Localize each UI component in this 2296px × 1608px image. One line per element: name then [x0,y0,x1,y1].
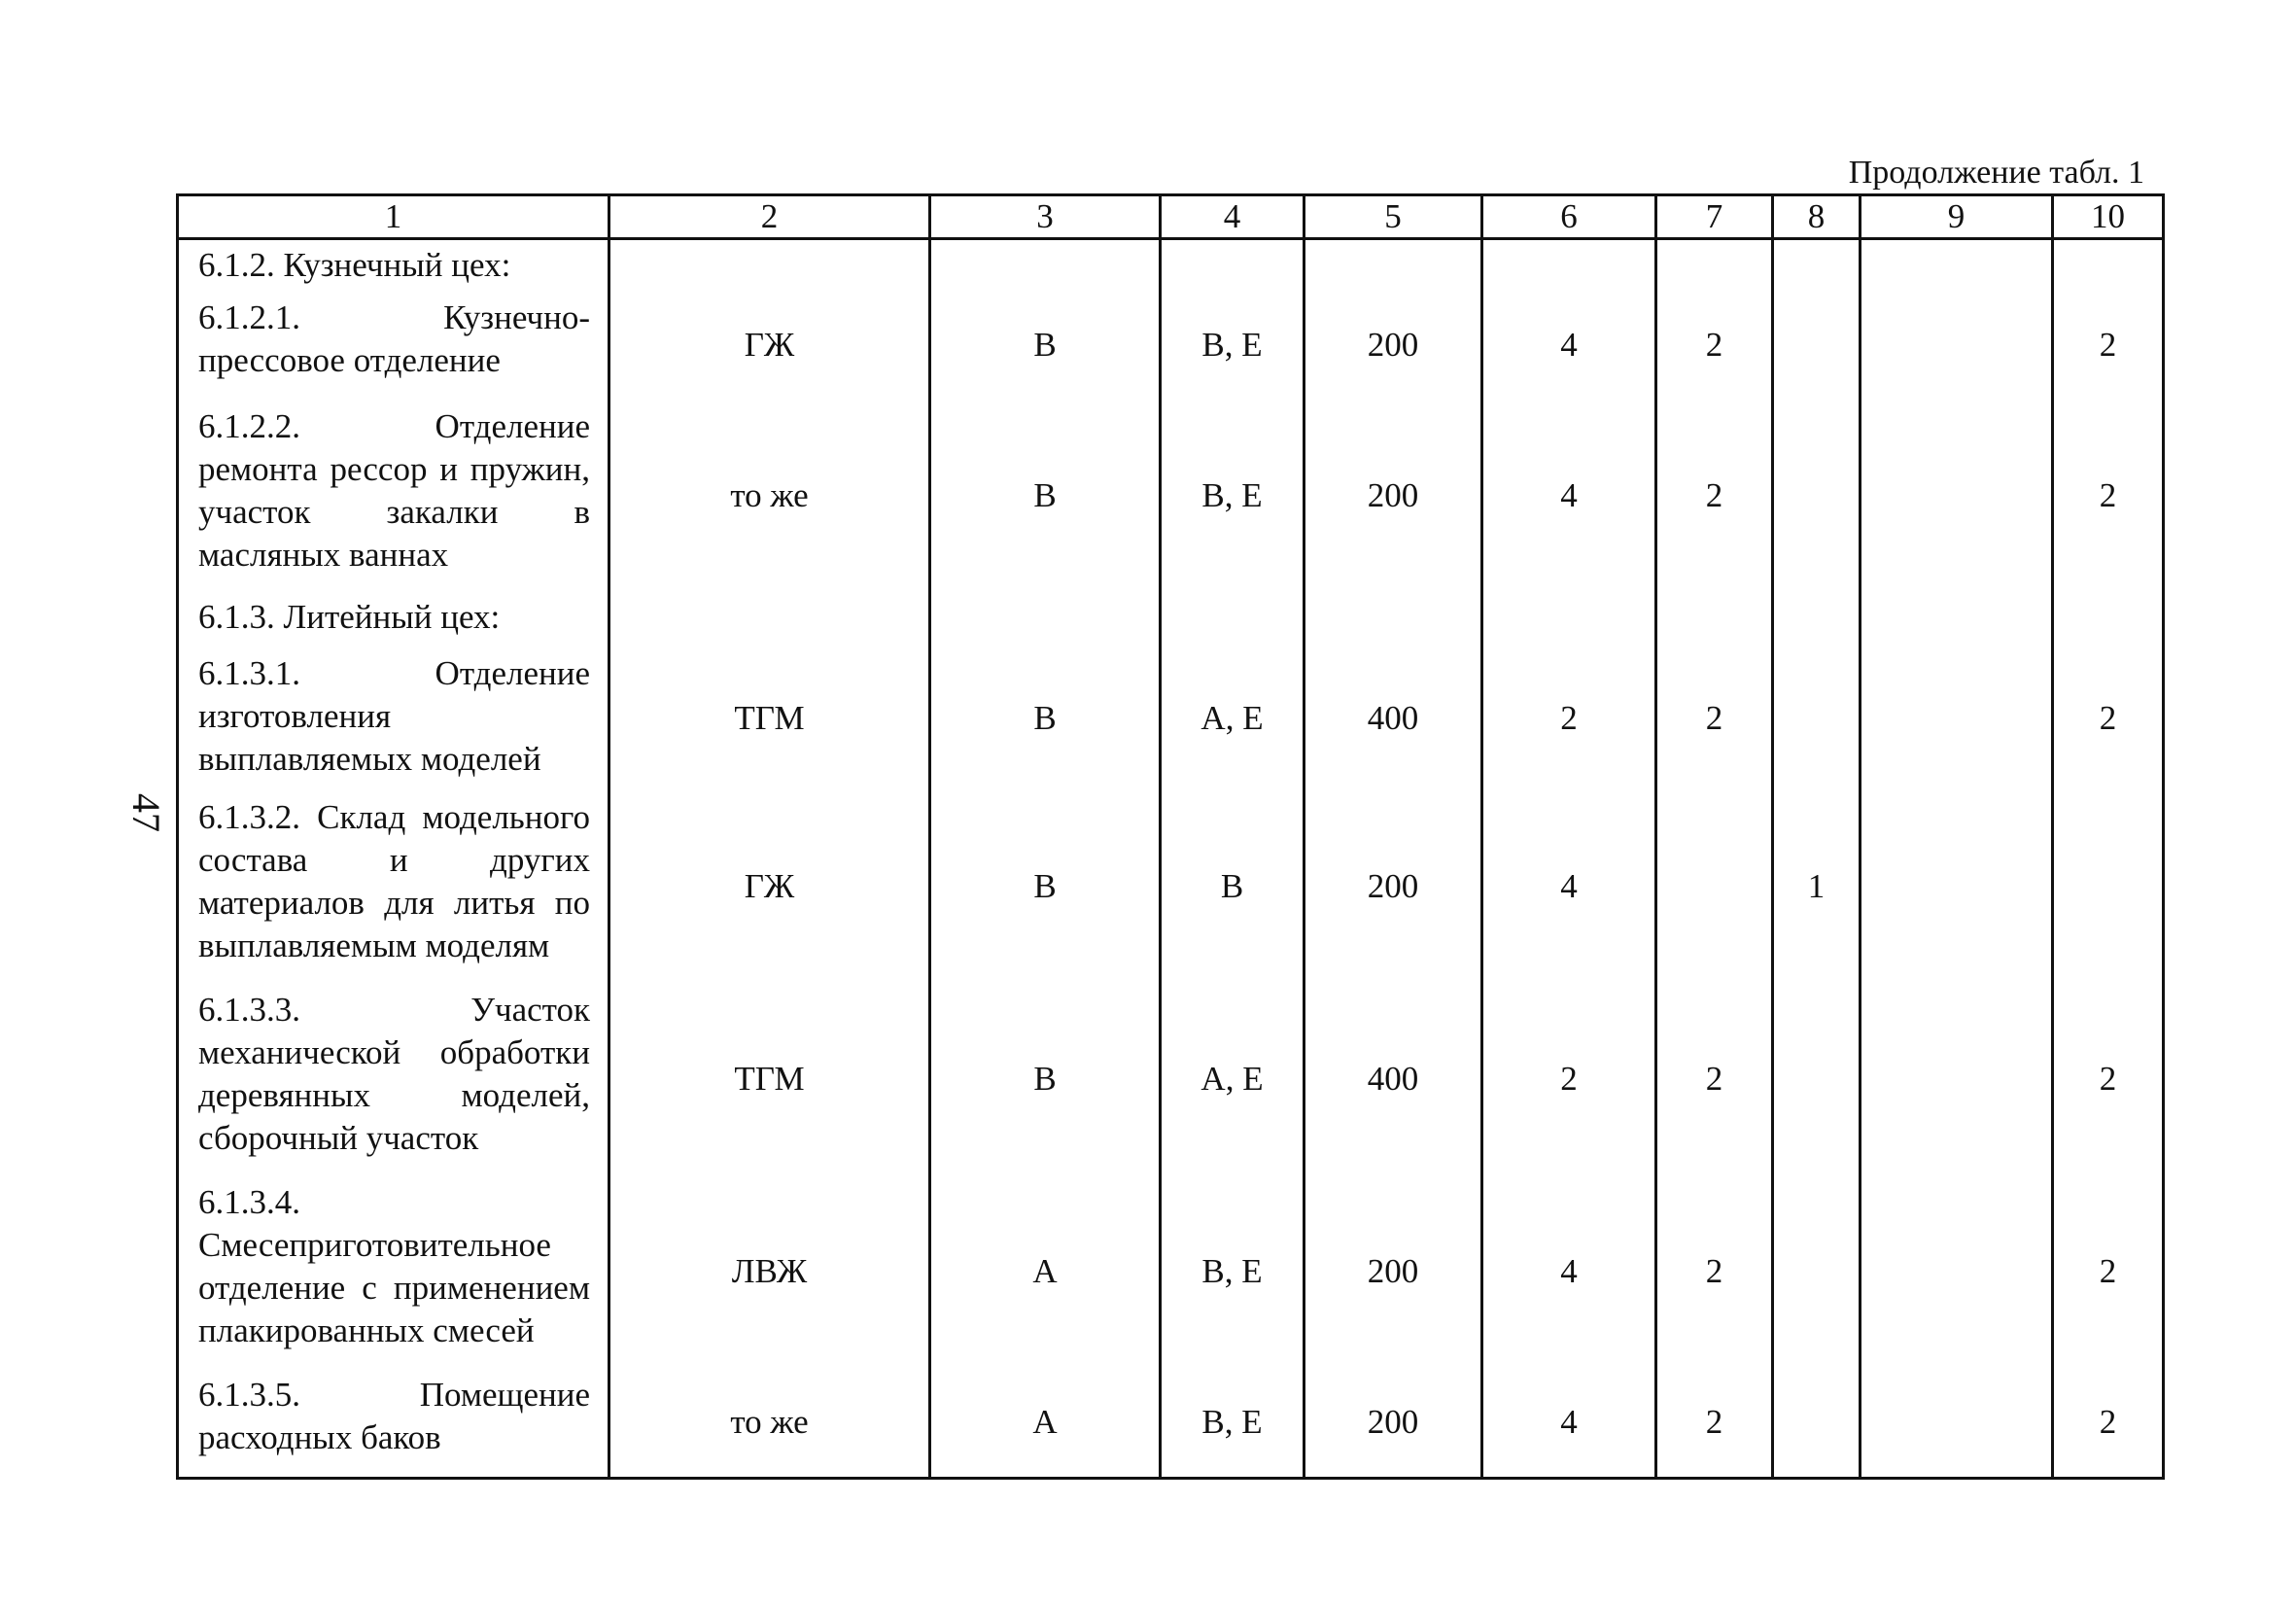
row-name: 6.1.3. Литейный цех: [178,592,609,647]
col-header-8: 8 [1773,195,1861,239]
cell-col4: В, Е [1161,1175,1305,1368]
row-name: 6.1.3.5. Помещение расходных баков [178,1368,609,1479]
table-row [178,400,2164,592]
col-header-4: 4 [1161,195,1305,239]
cell-col10 [2053,790,2164,983]
cell-col6: 2 [1482,983,1656,1175]
cell-col3: В [930,983,1161,1175]
table-row [178,647,2164,790]
cell-col2: ГЖ [609,291,930,400]
cell-col9 [1861,291,2053,400]
cell-col8 [1773,1368,1861,1479]
col-header-3: 3 [930,195,1161,239]
cell-col8 [1773,647,1861,790]
requirements-table [176,193,2165,1480]
cell-col3 [930,239,1161,292]
cell-col8: 1 [1773,790,1861,983]
row-name: 6.1.3.1. Отделение изготовления выплавляемых моделей [178,647,609,790]
col-header-7: 7 [1656,195,1773,239]
cell-col9 [1861,239,2053,292]
cell-col7: 2 [1656,291,1773,400]
cell-col10: 2 [2053,291,2164,400]
cell-col4: А, Е [1161,647,1305,790]
cell-col10: 2 [2053,647,2164,790]
cell-col4 [1161,592,1305,647]
cell-col7 [1656,790,1773,983]
cell-col7: 2 [1656,1175,1773,1368]
cell-col6: 4 [1482,1368,1656,1479]
cell-col7 [1656,239,1773,292]
cell-col3: В [930,400,1161,592]
cell-col9 [1861,1368,2053,1479]
cell-col6: 2 [1482,647,1656,790]
col-header-10: 10 [2053,195,2164,239]
row-name: 6.1.3.2. Склад модельного состава и других материалов для литья по выплавляемым моделям [178,790,609,983]
cell-col5: 200 [1305,291,1482,400]
cell-col7: 2 [1656,400,1773,592]
cell-col2: то же [609,400,930,592]
cell-col6: 4 [1482,790,1656,983]
cell-col6: 4 [1482,291,1656,400]
cell-col8 [1773,239,1861,292]
cell-col5 [1305,239,1482,292]
table-row [178,790,2164,983]
row-name: 6.1.2.2. Отделение ремонта рессор и пружин, участок закалки в масляных ваннах [178,400,609,592]
col-header-2: 2 [609,195,930,239]
cell-col4: В, Е [1161,400,1305,592]
section-row [178,592,2164,647]
cell-col5: 200 [1305,400,1482,592]
cell-col9 [1861,983,2053,1175]
cell-col10: 2 [2053,1368,2164,1479]
cell-col5 [1305,592,1482,647]
col-header-1: 1 [178,195,609,239]
cell-col10: 2 [2053,1175,2164,1368]
cell-col8 [1773,400,1861,592]
continuation-label: Продолжение табл. 1 [1848,155,2144,191]
table-row [178,983,2164,1175]
cell-col3: А [930,1368,1161,1479]
col-header-6: 6 [1482,195,1656,239]
cell-col10: 2 [2053,983,2164,1175]
row-name: 6.1.2.1. Кузнечно-прессовое отделение [178,291,609,400]
cell-col2: ТГМ [609,647,930,790]
cell-col2 [609,239,930,292]
cell-col5: 200 [1305,1368,1482,1479]
header-row [178,195,2164,239]
cell-col9 [1861,400,2053,592]
page-number: 47 [124,793,168,832]
cell-col4 [1161,239,1305,292]
cell-col3: В [930,291,1161,400]
cell-col8 [1773,1175,1861,1368]
cell-col6: 4 [1482,1175,1656,1368]
cell-col2: то же [609,1368,930,1479]
cell-col8 [1773,291,1861,400]
cell-col5: 400 [1305,647,1482,790]
cell-col5: 400 [1305,983,1482,1175]
cell-col4: В, Е [1161,291,1305,400]
cell-col9 [1861,647,2053,790]
col-header-5: 5 [1305,195,1482,239]
table-row [178,1368,2164,1479]
cell-col5: 200 [1305,790,1482,983]
cell-col3: А [930,1175,1161,1368]
cell-col4: А, Е [1161,983,1305,1175]
section-row [178,239,2164,292]
cell-col6: 4 [1482,400,1656,592]
cell-col4: В [1161,790,1305,983]
cell-col2: ГЖ [609,790,930,983]
cell-col2 [609,592,930,647]
table-row [178,1175,2164,1368]
cell-col10: 2 [2053,400,2164,592]
col-header-9: 9 [1861,195,2053,239]
table-row [178,291,2164,400]
cell-col7 [1656,592,1773,647]
cell-col9 [1861,790,2053,983]
cell-col9 [1861,592,2053,647]
cell-col7: 2 [1656,1368,1773,1479]
cell-col3 [930,592,1161,647]
cell-col5: 200 [1305,1175,1482,1368]
cell-col4: В, Е [1161,1368,1305,1479]
cell-col6 [1482,592,1656,647]
cell-col7: 2 [1656,983,1773,1175]
cell-col10 [2053,592,2164,647]
cell-col3: В [930,790,1161,983]
cell-col10 [2053,239,2164,292]
cell-col8 [1773,592,1861,647]
cell-col2: ТГМ [609,983,930,1175]
row-name: 6.1.2. Кузнечный цех: [178,239,609,292]
row-name: 6.1.3.3. Участок механической обработки деревянных моделей, сборочный участок [178,983,609,1175]
cell-col3: В [930,647,1161,790]
cell-col6 [1482,239,1656,292]
cell-col2: ЛВЖ [609,1175,930,1368]
cell-col8 [1773,983,1861,1175]
cell-col7: 2 [1656,647,1773,790]
row-name: 6.1.3.4. Смесеприготовительное отделение с применением плакированных смесей [178,1175,609,1368]
cell-col9 [1861,1175,2053,1368]
